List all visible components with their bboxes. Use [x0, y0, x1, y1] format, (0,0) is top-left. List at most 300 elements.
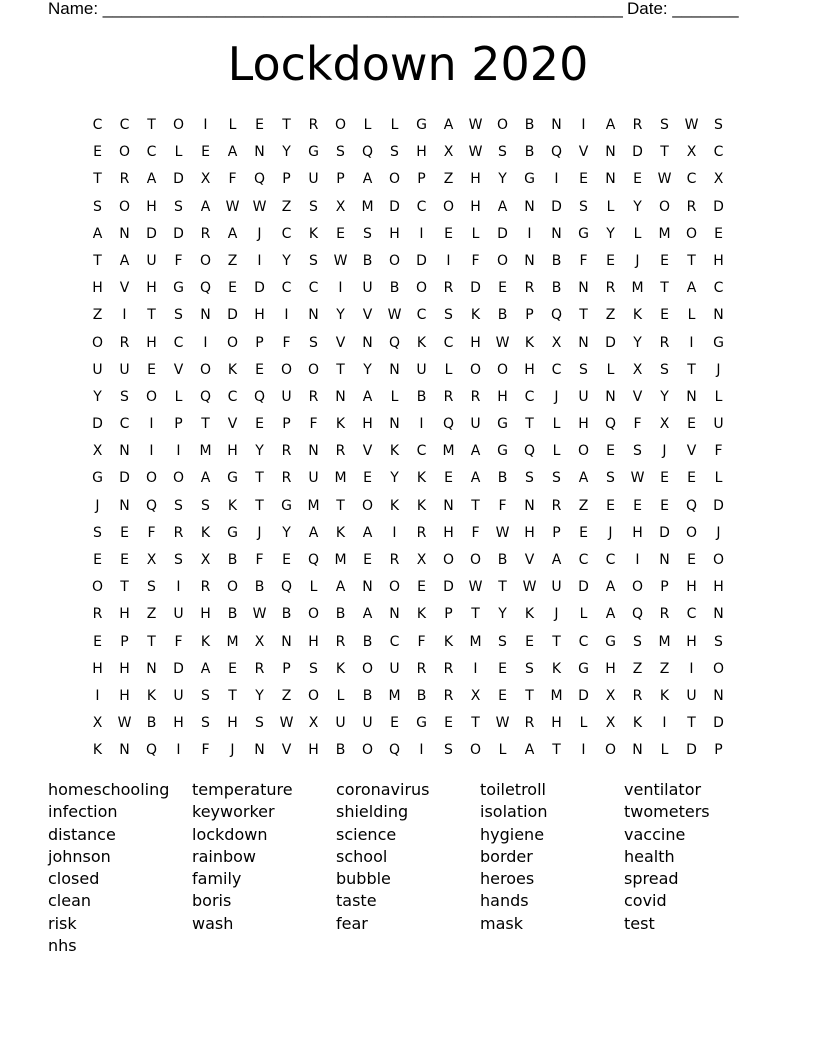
- grid-letter: N: [524, 252, 535, 269]
- grid-letter: B: [416, 687, 427, 704]
- grid-letter: S: [714, 117, 723, 133]
- grid-letter: R: [119, 171, 130, 188]
- grid-letter: Q: [685, 497, 698, 514]
- grid-letter: O: [361, 660, 374, 677]
- grid-letter: O: [226, 334, 239, 351]
- grid-letter: H: [713, 579, 724, 596]
- grid-letter: D: [578, 687, 589, 704]
- grid-letter: O: [658, 198, 671, 215]
- grid-letter: S: [309, 198, 318, 215]
- grid-letter: O: [91, 334, 104, 351]
- grid-letter: R: [659, 334, 670, 351]
- grid-letter: O: [442, 552, 455, 568]
- grid-letter: G: [227, 470, 238, 487]
- grid-letter: N: [362, 579, 373, 596]
- grid-letter: S: [309, 252, 318, 269]
- word-column: [48, 779, 192, 957]
- grid-letter: N: [605, 388, 616, 405]
- grid-row: [84, 222, 732, 249]
- grid-letter: F: [282, 334, 291, 351]
- grid-letter: C: [686, 171, 697, 188]
- grid-letter: D: [389, 198, 400, 215]
- grid-letter: R: [308, 388, 319, 405]
- grid-letter: M: [226, 633, 239, 650]
- grid-letter: V: [686, 443, 697, 460]
- grid-letter: H: [308, 742, 319, 759]
- grid-letter: D: [497, 225, 508, 242]
- grid-letter: S: [444, 742, 453, 759]
- grid-letter: H: [119, 687, 130, 704]
- grid-letter: W: [117, 715, 132, 732]
- grid-letter: R: [443, 388, 454, 405]
- grid-letter: E: [255, 361, 264, 378]
- grid-letter: J: [257, 524, 262, 541]
- grid-letter: A: [119, 252, 130, 269]
- grid-letter: G: [497, 416, 508, 433]
- grid-letter: E: [606, 443, 615, 460]
- grid-letter: T: [147, 117, 156, 133]
- grid-letter: F: [471, 524, 480, 541]
- grid-letter: I: [392, 524, 397, 541]
- grid-letter: E: [417, 579, 426, 596]
- grid-letter: Y: [282, 144, 291, 161]
- grid-letter: O: [577, 443, 590, 460]
- grid-letter: S: [579, 198, 588, 215]
- grid-letter: B: [227, 606, 238, 623]
- grid-letter: A: [362, 388, 373, 405]
- grid-letter: D: [416, 252, 427, 269]
- grid-letter: E: [687, 470, 696, 487]
- grid-letter: C: [227, 388, 238, 405]
- grid-letter: B: [497, 552, 508, 568]
- grid-letter: E: [444, 225, 453, 242]
- grid-letter: H: [146, 198, 157, 215]
- grid-row: [84, 303, 732, 330]
- grid-letter: B: [146, 715, 157, 732]
- word-item: test: [624, 913, 655, 933]
- grid-letter: Y: [606, 225, 615, 242]
- grid-letter: N: [389, 361, 400, 378]
- grid-letter: E: [228, 660, 237, 677]
- grid-letter: H: [308, 633, 319, 650]
- grid-letter: N: [578, 334, 589, 351]
- grid-letter: D: [443, 579, 454, 596]
- grid-letter: N: [686, 388, 697, 405]
- grid-letter: Y: [390, 470, 399, 487]
- grid-letter: Q: [307, 552, 320, 568]
- grid-letter: S: [498, 144, 507, 161]
- grid-letter: X: [443, 144, 454, 161]
- grid-letter: C: [416, 307, 427, 324]
- grid-letter: X: [713, 171, 724, 188]
- grid-letter: T: [471, 497, 480, 514]
- grid-letter: P: [255, 334, 264, 351]
- grid-letter: S: [606, 470, 615, 487]
- grid-letter: W: [684, 117, 699, 133]
- grid-letter: T: [120, 579, 129, 596]
- grid-letter: I: [689, 334, 694, 351]
- grid-letter: R: [92, 606, 103, 623]
- grid-letter: E: [633, 497, 642, 514]
- grid-letter: P: [525, 307, 534, 324]
- grid-letter: A: [335, 579, 346, 596]
- grid-letter: L: [471, 225, 480, 242]
- grid-letter: J: [662, 443, 667, 460]
- grid-letter: E: [93, 633, 102, 650]
- grid-letter: J: [554, 388, 559, 405]
- grid-letter: B: [335, 742, 346, 759]
- grid-row: [84, 711, 732, 738]
- grid-letter: O: [361, 742, 374, 759]
- grid-letter: S: [633, 633, 642, 650]
- grid-letter: Q: [631, 606, 644, 623]
- grid-letter: B: [524, 117, 535, 133]
- grid-letter: I: [149, 443, 154, 460]
- grid-letter: M: [334, 552, 347, 568]
- grid-letter: M: [442, 443, 455, 460]
- grid-letter: R: [605, 280, 616, 297]
- word-item: bubble: [336, 869, 391, 889]
- grid-letter: S: [660, 361, 669, 378]
- grid-row: [84, 738, 732, 765]
- grid-letter: D: [686, 742, 697, 759]
- grid-letter: T: [687, 361, 696, 378]
- grid-letter: O: [496, 252, 509, 269]
- grid-letter: H: [254, 307, 265, 324]
- grid-letter: B: [362, 633, 373, 650]
- grid-letter: K: [470, 307, 481, 324]
- grid-letter: B: [389, 280, 400, 297]
- word-item: infection: [48, 802, 118, 822]
- grid-letter: J: [716, 524, 721, 541]
- grid-letter: R: [551, 497, 562, 514]
- grid-letter: C: [146, 144, 157, 161]
- grid-letter: E: [444, 715, 453, 732]
- grid-letter: I: [284, 307, 289, 324]
- grid-letter: N: [389, 606, 400, 623]
- grid-letter: C: [443, 334, 454, 351]
- word-item: science: [336, 824, 397, 844]
- grid-letter: Z: [659, 660, 670, 677]
- grid-letter: E: [660, 497, 669, 514]
- grid-letter: H: [470, 334, 481, 351]
- grid-letter: K: [416, 606, 427, 623]
- grid-letter: E: [255, 416, 264, 433]
- grid-letter: Y: [660, 388, 669, 405]
- grid-letter: E: [525, 633, 534, 650]
- grid-letter: S: [201, 715, 210, 732]
- grid-letter: H: [173, 715, 184, 732]
- grid-letter: X: [200, 171, 211, 188]
- grid-letter: N: [443, 497, 454, 514]
- grid-letter: A: [200, 470, 211, 487]
- grid-letter: K: [389, 443, 400, 460]
- grid-letter: E: [93, 144, 102, 161]
- grid-letter: V: [578, 144, 589, 161]
- grid-row: [84, 140, 732, 167]
- grid-letter: L: [552, 443, 561, 460]
- grid-letter: L: [174, 144, 183, 161]
- grid-letter: K: [335, 660, 346, 677]
- grid-row: [84, 385, 732, 412]
- grid-letter: E: [282, 552, 291, 568]
- grid-letter: N: [524, 497, 535, 514]
- grid-letter: T: [255, 470, 264, 487]
- grid-letter: L: [687, 307, 696, 324]
- grid-letter: A: [308, 524, 319, 541]
- grid-letter: Y: [93, 388, 102, 405]
- word-column: [192, 779, 336, 957]
- word-column: [624, 779, 768, 957]
- grid-letter: G: [308, 144, 319, 161]
- grid-letter: R: [686, 198, 697, 215]
- grid-letter: C: [524, 388, 535, 405]
- grid-letter: X: [470, 687, 481, 704]
- grid-letter: H: [200, 606, 211, 623]
- grid-letter: I: [338, 280, 343, 297]
- grid-letter: G: [605, 633, 616, 650]
- grid-letter: I: [122, 307, 127, 324]
- grid-letter: N: [362, 334, 373, 351]
- grid-letter: O: [685, 524, 698, 541]
- grid-letter: W: [495, 715, 510, 732]
- grid-letter: I: [689, 660, 694, 677]
- grid-letter: X: [200, 552, 211, 568]
- grid-letter: P: [444, 606, 453, 623]
- word-item: border: [480, 846, 533, 866]
- word-item: heroes: [480, 869, 535, 889]
- grid-letter: L: [498, 742, 507, 759]
- grid-letter: K: [389, 497, 400, 514]
- grid-letter: I: [95, 687, 100, 704]
- grid-letter: U: [281, 388, 292, 405]
- grid-letter: E: [255, 117, 264, 133]
- grid-letter: A: [578, 470, 589, 487]
- grid-letter: Q: [145, 497, 158, 514]
- grid-letter: S: [120, 388, 129, 405]
- grid-letter: Q: [550, 144, 563, 161]
- grid-letter: O: [145, 388, 158, 405]
- grid-letter: A: [227, 225, 238, 242]
- grid-letter: U: [686, 687, 697, 704]
- worksheet-header: [48, 0, 748, 18]
- grid-letter: K: [659, 687, 670, 704]
- grid-letter: D: [173, 225, 184, 242]
- word-item: fear: [336, 913, 368, 933]
- grid-letter: T: [660, 144, 669, 161]
- grid-letter: X: [659, 416, 670, 433]
- grid-letter: L: [606, 361, 615, 378]
- grid-letter: T: [147, 307, 156, 324]
- grid-letter: W: [387, 307, 402, 324]
- grid-letter: H: [227, 715, 238, 732]
- grid-letter: I: [257, 252, 262, 269]
- grid-letter: O: [172, 117, 185, 133]
- grid-letter: C: [713, 280, 724, 297]
- grid-letter: A: [686, 280, 697, 297]
- grid-letter: T: [498, 579, 507, 596]
- grid-letter: I: [554, 171, 559, 188]
- word-item: rainbow: [192, 846, 256, 866]
- grid-letter: F: [228, 171, 237, 188]
- grid-letter: R: [416, 524, 427, 541]
- grid-letter: W: [522, 579, 537, 596]
- grid-letter: K: [632, 307, 643, 324]
- grid-letter: N: [713, 606, 724, 623]
- grid-letter: D: [659, 524, 670, 541]
- grid-letter: Y: [498, 171, 507, 188]
- grid-letter: N: [578, 280, 589, 297]
- grid-letter: C: [308, 280, 319, 297]
- grid-letter: Q: [604, 416, 617, 433]
- grid-letter: F: [201, 742, 210, 759]
- grid-letter: B: [524, 144, 535, 161]
- grid-letter: T: [552, 633, 561, 650]
- grid-letter: B: [227, 552, 238, 568]
- word-item: spread: [624, 869, 679, 889]
- grid-letter: D: [713, 497, 724, 514]
- grid-letter: J: [230, 742, 235, 759]
- grid-letter: J: [95, 497, 100, 514]
- grid-letter: T: [147, 633, 156, 650]
- grid-letter: A: [92, 225, 103, 242]
- grid-letter: K: [632, 715, 643, 732]
- grid-letter: E: [228, 280, 237, 297]
- grid-letter: N: [308, 443, 319, 460]
- grid-letter: R: [281, 470, 292, 487]
- grid-letter: A: [605, 117, 616, 133]
- grid-letter: L: [390, 388, 399, 405]
- grid-letter: N: [254, 144, 265, 161]
- grid-letter: D: [227, 307, 238, 324]
- grid-letter: T: [552, 742, 561, 759]
- grid-letter: N: [389, 416, 400, 433]
- grid-letter: R: [200, 225, 211, 242]
- grid-letter: L: [228, 117, 237, 133]
- word-item: taste: [336, 891, 377, 911]
- grid-letter: G: [416, 715, 427, 732]
- grid-letter: B: [254, 579, 265, 596]
- grid-letter: H: [632, 524, 643, 541]
- grid-letter: H: [551, 715, 562, 732]
- grid-letter: X: [605, 715, 616, 732]
- grid-letter: R: [632, 117, 643, 133]
- grid-letter: S: [93, 524, 102, 541]
- grid-letter: E: [579, 171, 588, 188]
- grid-letter: E: [336, 225, 345, 242]
- grid-letter: K: [551, 660, 562, 677]
- grid-letter: R: [443, 687, 454, 704]
- word-item: keyworker: [192, 802, 275, 822]
- grid-letter: C: [92, 117, 103, 133]
- grid-letter: H: [524, 524, 535, 541]
- grid-letter: K: [416, 497, 427, 514]
- grid-letter: C: [713, 144, 724, 161]
- grid-letter: B: [362, 687, 373, 704]
- grid-letter: W: [468, 144, 483, 161]
- grid-letter: H: [416, 144, 427, 161]
- grid-letter: E: [606, 497, 615, 514]
- grid-letter: D: [605, 334, 616, 351]
- grid-letter: H: [470, 171, 481, 188]
- grid-letter: H: [686, 579, 697, 596]
- grid-letter: S: [174, 307, 183, 324]
- grid-letter: C: [389, 633, 400, 650]
- grid-letter: U: [146, 252, 157, 269]
- grid-letter: Z: [578, 497, 589, 514]
- grid-letter: E: [579, 524, 588, 541]
- grid-letter: S: [390, 144, 399, 161]
- grid-row: [84, 412, 732, 439]
- grid-letter: V: [227, 416, 238, 433]
- grid-letter: O: [388, 252, 401, 269]
- grid-letter: U: [362, 715, 373, 732]
- grid-letter: N: [524, 198, 535, 215]
- grid-letter: W: [630, 470, 645, 487]
- word-item: mask: [480, 913, 523, 933]
- grid-letter: K: [335, 416, 346, 433]
- grid-letter: S: [201, 687, 210, 704]
- grid-letter: X: [254, 633, 265, 650]
- grid-letter: F: [309, 416, 318, 433]
- grid-row: [84, 276, 732, 303]
- grid-letter: Z: [92, 307, 103, 324]
- grid-row: [84, 249, 732, 276]
- grid-letter: E: [660, 252, 669, 269]
- word-item: nhs: [48, 936, 77, 956]
- grid-letter: B: [551, 280, 562, 297]
- grid-letter: W: [657, 171, 672, 188]
- grid-letter: A: [362, 524, 373, 541]
- grid-letter: F: [147, 524, 156, 541]
- grid-letter: H: [713, 252, 724, 269]
- grid-letter: U: [92, 361, 103, 378]
- grid-letter: I: [176, 579, 181, 596]
- grid-letter: S: [309, 660, 318, 677]
- grid-letter: A: [605, 579, 616, 596]
- grid-letter: N: [119, 443, 130, 460]
- grid-letter: G: [524, 171, 535, 188]
- word-item: hands: [480, 891, 529, 911]
- grid-letter: L: [660, 742, 669, 759]
- grid-letter: U: [308, 171, 319, 188]
- grid-letter: C: [578, 633, 589, 650]
- grid-letter: S: [363, 225, 372, 242]
- grid-letter: X: [335, 198, 346, 215]
- grid-letter: K: [416, 470, 427, 487]
- grid-letter: P: [174, 416, 183, 433]
- grid-letter: B: [335, 606, 346, 623]
- grid-letter: S: [174, 198, 183, 215]
- grid-letter: T: [201, 416, 210, 433]
- grid-letter: S: [147, 579, 156, 596]
- grid-letter: W: [252, 198, 267, 215]
- grid-letter: H: [389, 225, 400, 242]
- grid-letter: M: [631, 280, 644, 297]
- grid-letter: H: [92, 280, 103, 297]
- grid-letter: S: [633, 443, 642, 460]
- word-bank: [48, 779, 768, 957]
- grid-letter: L: [633, 225, 642, 242]
- grid-letter: Y: [633, 334, 642, 351]
- grid-letter: O: [712, 552, 725, 568]
- grid-letter: U: [470, 416, 481, 433]
- grid-letter: O: [307, 361, 320, 378]
- grid-letter: K: [200, 633, 211, 650]
- grid-letter: O: [91, 579, 104, 596]
- grid-letter: L: [579, 606, 588, 623]
- grid-letter: Q: [253, 171, 266, 188]
